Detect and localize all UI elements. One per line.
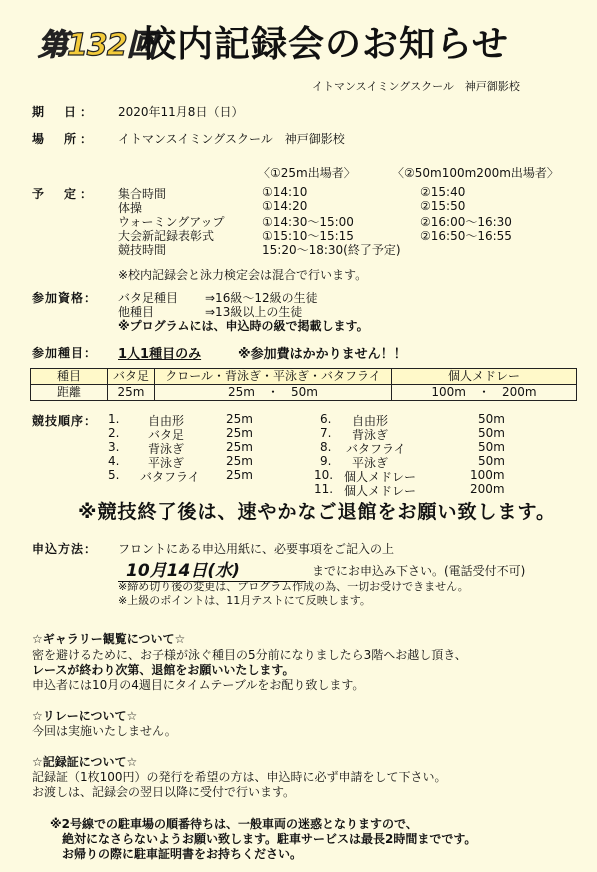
title-badge: 第132回 — [38, 28, 156, 63]
schedule-col2-header: 〈②50m100m200m出場者〉 — [392, 166, 559, 180]
schedule-item: 集合時間 — [118, 187, 167, 201]
event-distance: 50m — [478, 454, 505, 468]
event-number: 8. — [320, 440, 332, 454]
schedule-item: ウォーミングアップ — [118, 215, 225, 229]
event-number: 6. — [320, 412, 332, 426]
exit-notice: ※競技終了後は、速やかなご退館をお願い致します。 — [78, 501, 556, 523]
event-distance: 25m — [226, 440, 253, 454]
application-text: フロントにある申込用紙に、必要事項をご記入の上 — [118, 542, 395, 556]
gallery-text: レースが終わり次第、退館をお願いいたします。 — [32, 663, 295, 677]
eligibility-note: ※プログラムには、申込時の級で掲載します。 — [118, 319, 369, 333]
schedule-note: ※校内記録会と泳力検定会は混合で行います。 — [118, 268, 368, 282]
eligibility-label: 参加資格： — [32, 291, 98, 305]
table-header-row — [31, 369, 577, 385]
event-name: バタフライ — [346, 442, 406, 456]
school-name: イトマンスイミングスクール 神戸御影校 — [312, 80, 520, 93]
schedule-time-1: ①14:10 — [262, 185, 308, 199]
venue-value: イトマンスイミングスクール 神戸御影校 — [118, 132, 345, 146]
event-distance: 25m — [226, 412, 253, 426]
gallery-heading: ☆ギャラリー観覧について☆ — [32, 632, 186, 646]
table-cell: 25m — [108, 385, 155, 401]
date-value: 2020年11月8日（日） — [118, 105, 244, 119]
certificate-text: お渡しは、記録会の翌日以降に受付で行います。 — [32, 785, 296, 799]
table-header-cell: 種目 — [31, 369, 108, 385]
gallery-text: 密を避けるために、お子様が泳ぐ種目の5分前になりましたら3階へお越し頂き、 — [32, 648, 467, 662]
event-distance: 50m — [478, 412, 505, 426]
schedule-time-1: ①15:10～15:15 — [262, 229, 354, 243]
event-name: 背泳ぎ — [352, 428, 389, 442]
application-note: ※上級のポイントは、11月テストにて反映します。 — [118, 594, 371, 607]
application-deadline: 10月14日(水) — [118, 556, 306, 582]
application-deadline-suffix: までにお申込み下さい。(電話受付不可) — [312, 564, 526, 578]
event-name: バタ足 — [148, 428, 185, 442]
eligibility-grade: ⇒13級以上の生徒 — [205, 305, 303, 319]
event-number: 4. — [108, 454, 120, 468]
event-distance: 200m — [470, 482, 505, 496]
entry-rule: 1人1種目のみ — [118, 347, 202, 362]
event-number: 11. — [314, 482, 334, 496]
event-name: バタフライ — [140, 470, 200, 484]
table-cell: 100m ・ 200m — [392, 385, 577, 401]
category-table — [30, 368, 577, 401]
venue-label: 場 所： — [32, 132, 97, 146]
schedule-time-1: ①14:20 — [262, 199, 308, 213]
event-distance: 25m — [226, 468, 253, 482]
table-cell: 25m ・ 50m — [155, 385, 392, 401]
table-cell: 距離 — [31, 385, 108, 401]
parking-text: お帰りの際に駐車証明書をお持ちください。 — [62, 847, 303, 861]
event-name: 平泳ぎ — [352, 456, 389, 470]
event-distance: 50m — [478, 440, 505, 454]
schedule-time-2: ②16:50～16:55 — [420, 229, 512, 243]
schedule-col1-header: 〈①25m出場者〉 — [258, 166, 356, 180]
eligibility-category: 他種目 — [118, 305, 155, 319]
event-name: 自由形 — [352, 414, 389, 428]
event-distance: 100m — [470, 468, 505, 482]
date-label: 期 日： — [32, 105, 97, 119]
event-name: 個人メドレー — [344, 484, 417, 498]
entry-fee-note: ※参加費はかかりません！！ — [238, 347, 407, 362]
parking-text: ※2号線での駐車場の順番待ちは、一般車両の迷惑となりますので、 — [50, 817, 418, 831]
gallery-text: 申込者には10月の4週目にタイムテーブルをお配り致します。 — [32, 678, 365, 692]
schedule-item: 競技時間 — [118, 243, 167, 257]
event-name: 平泳ぎ — [148, 456, 185, 470]
eligibility-category: バタ足種目 — [118, 291, 179, 305]
event-name: 自由形 — [148, 414, 185, 428]
entry-label: 参加種目： — [32, 346, 98, 360]
eligibility-grade: ⇒16級～12級の生徒 — [205, 291, 318, 305]
event-number: 9. — [320, 454, 332, 468]
schedule-label: 予 定： — [32, 187, 97, 201]
event-distance: 25m — [226, 454, 253, 468]
event-name: 背泳ぎ — [148, 442, 185, 456]
event-number: 3. — [108, 440, 120, 454]
application-label: 申込方法： — [32, 542, 98, 556]
event-distance: 25m — [226, 426, 253, 440]
table-header-cell: 個人メドレー — [392, 369, 577, 385]
table-header-cell: クロール・背泳ぎ・平泳ぎ・バタフライ — [155, 369, 392, 385]
event-number: 1. — [108, 412, 120, 426]
certificate-heading: ☆記録証について☆ — [32, 755, 138, 769]
relay-heading: ☆リレーについて☆ — [32, 709, 138, 723]
schedule-time-2: ②15:50 — [420, 199, 466, 213]
schedule-time-1: 15:20～18:30(終了予定) — [262, 243, 401, 257]
event-number: 5. — [108, 468, 120, 482]
event-distance: 50m — [478, 426, 505, 440]
page-title: 校内記録会のお知らせ — [140, 24, 509, 65]
event-number: 10. — [314, 468, 334, 482]
application-note: ※締め切り後の変更は、プログラム作成の為、一切お受けできません。 — [118, 580, 469, 593]
certificate-text: 記録証（1枚100円）の発行を希望の方は、申込時に必ず申請をして下さい。 — [32, 770, 447, 784]
table-header-cell: バタ足 — [108, 369, 155, 385]
event-number: 7. — [320, 426, 332, 440]
schedule-item: 大会新記録表彰式 — [118, 229, 215, 243]
relay-text: 今回は実施いたしません。 — [32, 724, 177, 738]
event-name: 個人メドレー — [344, 470, 417, 484]
parking-text: 絶対になさらないようお願い致します。駐車サービスは最長2時間までです。 — [62, 832, 477, 846]
schedule-time-2: ②15:40 — [420, 185, 466, 199]
schedule-time-2: ②16:00～16:30 — [420, 215, 512, 229]
event-number: 2. — [108, 426, 120, 440]
events-label: 競技順序： — [32, 414, 98, 428]
schedule-item: 体操 — [118, 201, 143, 215]
table-row — [31, 385, 577, 401]
schedule-time-1: ①14:30～15:00 — [262, 215, 354, 229]
